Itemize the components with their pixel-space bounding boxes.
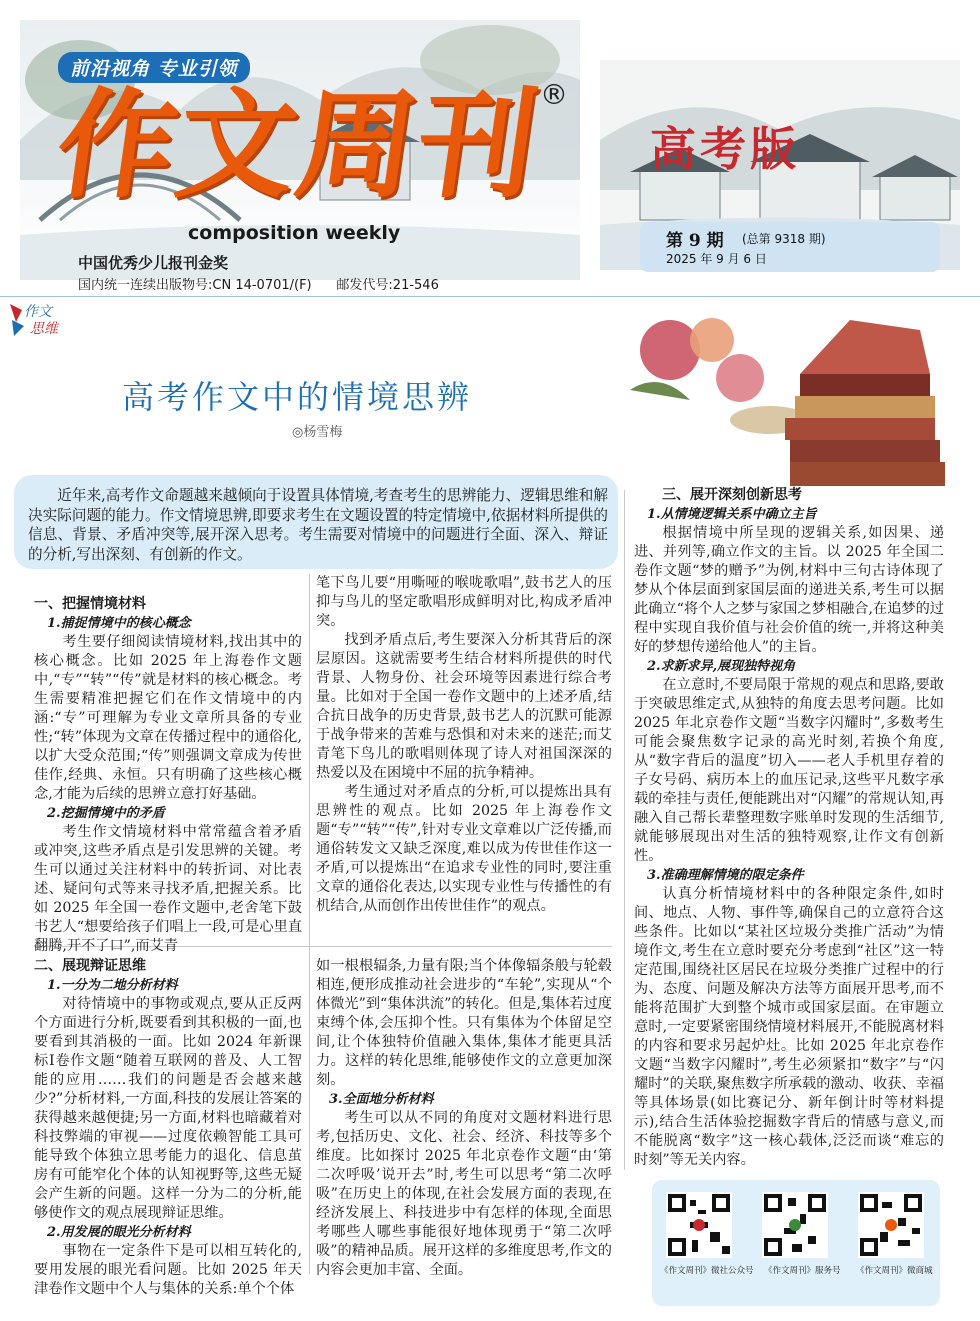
qr-caption: 《作文周刊》微社公众号 — [660, 1266, 754, 1276]
subsection-heading: 1.一分为二地分析材料 — [47, 978, 178, 993]
paragraph: 考生作文情境材料中常常蕴含着矛盾或冲突,这些矛盾点是引发思辨的关键。考生可以通过关注材料中的转折词、对比表述、疑问句式等来寻找矛盾,把握关系。比如 2025 年全国一卷作文题中,老舍笔下鼓书艺人“想要给孩子们唱上一段,可是心里直翻腾,开不了口”,而艾青 — [34, 824, 302, 954]
qr-caption: 《作文周刊》微商城 — [856, 1266, 933, 1276]
column-rule — [309, 574, 310, 1274]
column-2 — [316, 574, 612, 916]
paragraph: 在立意时,不要局限于常规的观点和思路,要敢于突破思维定式,从独特的角度去思考问题。比如 2025 年北京卷作文题“当数字闪耀时”,多数考生可能会聚焦数字记录的高光时刻,若换个角度,从“数字背后的温度”切入——老人手机里存着的子女号码、病历本上的血压记录,这些平凡数字承载的牵挂与责任,便能跳出对“闪耀”的常规认知,再融入自己帮长辈整理数字账单时发现的生活细节,就能够展现出对生活的独特观察,让作文有创新性。 — [634, 677, 944, 864]
subsection-heading: 1.从情境逻辑关系中确立主旨 — [647, 507, 817, 522]
column-3 — [634, 486, 944, 1170]
qr-code-icon[interactable] — [762, 1192, 828, 1258]
masthead-divider — [0, 296, 980, 297]
column-2-lower — [316, 957, 612, 1280]
lead-paragraph: 近年来,高考作文命题越来越倾向于设置具体情境,考查考生的思辨能力、逻辑思维和解决实际问题的能力。作文情境思辨,即要求考生在文题设置的特定情境中,依据材料所提供的信息、背景、矛盾冲突等,展开深入思考。考生需要对情境中的问题进行全面、深入、辩证的分析,写出深刻、有创新的作文。 — [28, 487, 608, 563]
publication-numbers: 国内统一连续出版物号:CN 14-0701/(F) 邮发代号:21-546 — [78, 278, 439, 293]
issue-number: 第 9 期 — [666, 231, 724, 251]
issue-total: (总第 9318 期) — [742, 232, 826, 246]
issue-date: 2025 年 9 月 6 日 — [666, 252, 767, 266]
slogan: 前沿视角 专业引领 — [58, 52, 250, 83]
paragraph: 考生可以从不同的角度对文题材料进行思考,包括历史、文化、社会、经济、科技等多个维度。比如探讨 2025 年北京卷作文题“由‘第二次呼吸’说开去”时,考生可以思考“第二次呼吸”在历史上的体现,在社会发展方面的表现,在经济发展上、科技进步中有怎样的体现,全面思考哪些人哪些事能很好地体现勇于“第二次呼吸”的精神品质。展开这样的多维度思考,作文的内容会更加丰富、全面。 — [316, 1110, 612, 1278]
subsection-heading: 2.用发展的眼光分析材料 — [47, 1225, 191, 1240]
subsection-heading: 3.全面地分析材料 — [329, 1092, 434, 1107]
paragraph: 考生要仔细阅读情境材料,找出其中的核心概念。比如 2025 年上海卷作文题中,“专”“转”“传”就是材料的核心概念。考生需要精准把握它们在作文情境中的内涵:“专”可理解为专业文章所具备的专业性;“转”体现为文章在传播过程中的通俗化,以扩大受众范围;“传”则强调文章成为传世佳作,经典、永恒。只有明确了这些核心概念,才能为后续的思辨立意打好基础。 — [34, 634, 302, 802]
edition-label: 高考版 — [650, 122, 800, 176]
qr-code-icon[interactable] — [666, 1192, 732, 1258]
column-tag-line2: 思维 — [30, 321, 58, 337]
column-rule — [624, 490, 625, 1170]
logo: 作文周刊 — [48, 76, 548, 214]
registered-mark: ® — [540, 78, 568, 111]
section-heading: 三、展开深刻创新思考 — [662, 487, 802, 503]
paragraph: 如一根根辐条,力量有限;当个体像辐条般与轮毂相连,便形成推动社会进步的“车轮”,实现从“个体微光”到“集体洪流”的转化。但是,集体若过度束缚个体,会压抑个性。只有集体为个体留足空间,让个体独特价值融入集体,集体才能更具活力。这样的转化思维,能够使作文的立意更加深刻。 — [316, 958, 612, 1088]
subsection-heading: 2.求新求异,展现独特视角 — [647, 659, 796, 674]
subsection-heading: 2.挖掘情境中的矛盾 — [47, 806, 165, 821]
qr-caption: 《作文周刊》服务号 — [764, 1266, 841, 1276]
logo-english: composition weekly — [188, 222, 401, 244]
paragraph: 认真分析情境材料中的各种限定条件,如时间、地点、人物、事件等,确保自己的立意符合这些条件。比如以“某社区垃圾分类推广活动”为情境作文,考生在立意时要充分考虑到“社区”这一特定范围,围绕社区居民在垃圾分类推广过程中的行为、态度、问题及解决方法等方面展开思考,而不能将范围扩大到整个城市或国家层面。在审题立意时,一定要紧密围绕情境材料展开,不能脱离材料的内容和要求另起炉灶。比如 2025 年北京卷作文题“当数字闪耀时”,考生必须紧扣“数字”与“闪耀时”的关联,聚焦数字所承载的激动、收获、幸福等具体场景(如比赛记分、新年倒计时等材料提示),结合生活体验挖掘数字背后的情感与意义,而不能脱离“数字”这一核心载体,泛泛而谈“难忘的时刻”等无关内容。 — [634, 886, 944, 1168]
award-line: 中国优秀少儿报刊金奖 — [78, 254, 229, 272]
paragraph: 根据情境中所呈现的逻辑关系,如因果、递进、并列等,确立作文的主旨。以 2025 年全国二卷作文题“梦的赠予”为例,材料中三句古诗体现了梦从个体层面到家国层面的递进关系,考生可以据此确立“将个人之梦与家国之梦相融合,在追梦的过程中实现自我价值与社会价值的统一,并将这种美好的梦想传递给他人”的主旨。 — [634, 525, 944, 655]
books-flowers-illustration — [620, 300, 950, 500]
section-heading: 二、展现辩证思维 — [34, 958, 146, 974]
article-title: 高考作文中的情境思辨 — [122, 378, 473, 416]
column-1 — [34, 595, 302, 956]
paragraph: 事物在一定条件下是可以相互转化的,要用发展的眼光看问题。比如 2025 年天津卷作文题中个人与集体的关系:单个个体 — [34, 1243, 302, 1297]
section-heading: 一、把握情境材料 — [34, 596, 146, 612]
article-author: ◎杨雪梅 — [292, 425, 343, 440]
qr-code-icon[interactable] — [858, 1192, 924, 1258]
paragraph: 找到矛盾点后,考生要深入分析其背后的深层原因。这就需要考生结合材料所提供的时代背景、人物身份、社会环境等因素进行综合考量。比如对于全国一卷作文题中的上述矛盾,结合抗日战争的历史背景,鼓书艺人的沉默可能源于战争带来的苦难与恐惧和对未来的迷茫;而艾青笔下鸟儿的歌唱则体现了诗人对祖国深深的热爱以及在困境中不屈的抗争精神。 — [316, 632, 612, 781]
column-1-lower — [34, 957, 302, 1299]
subsection-heading: 1.捕捉情境中的核心概念 — [47, 616, 191, 631]
paragraph: 考生通过对矛盾点的分析,可以提炼出具有思辨性的观点。比如 2025 年上海卷作文题“专”“转”“传”,针对专业文章难以广泛传播,而通俗转发文又缺乏深度,难以成为传世佳作这一矛盾,可以提炼出“在追求专业性的同时,要注重文章的通俗化表达,以实现专业性与传播性的有机结合,从而创作出传世佳作”的观点。 — [316, 784, 612, 914]
paragraph: 对待情境中的事物或观点,要从正反两个方面进行分析,既要看到其积极的一面,也要看到其消极的一面。比如 2024 年新课标Ⅰ卷作文题“随着互联网的普及、人工智能的应用……我们的问题是否会越来越少?”分析材料,一方面,科技的发展让答案的获得越来越便捷;另一方面,材料也暗藏着对科技弊端的审视——过度依赖智能工具可能导致个体独立思考能力的退化、信息茧房有可能窄化个体的认知视野等,这些无疑会产生新的问题。这样一分为二的分析,能够使作文的观点展现辩证思维。 — [34, 996, 302, 1221]
column-tag-line1: 作文 — [24, 304, 52, 320]
paragraph: 笔下鸟儿要“用嘶哑的喉咙歌唱”,鼓书艺人的压抑与鸟儿的坚定歌唱形成鲜明对比,构成矛盾冲突。 — [316, 575, 612, 629]
qr-code-panel — [652, 1180, 940, 1306]
masthead — [0, 0, 980, 300]
subsection-heading: 3.准确理解情境的限定条件 — [647, 868, 804, 883]
